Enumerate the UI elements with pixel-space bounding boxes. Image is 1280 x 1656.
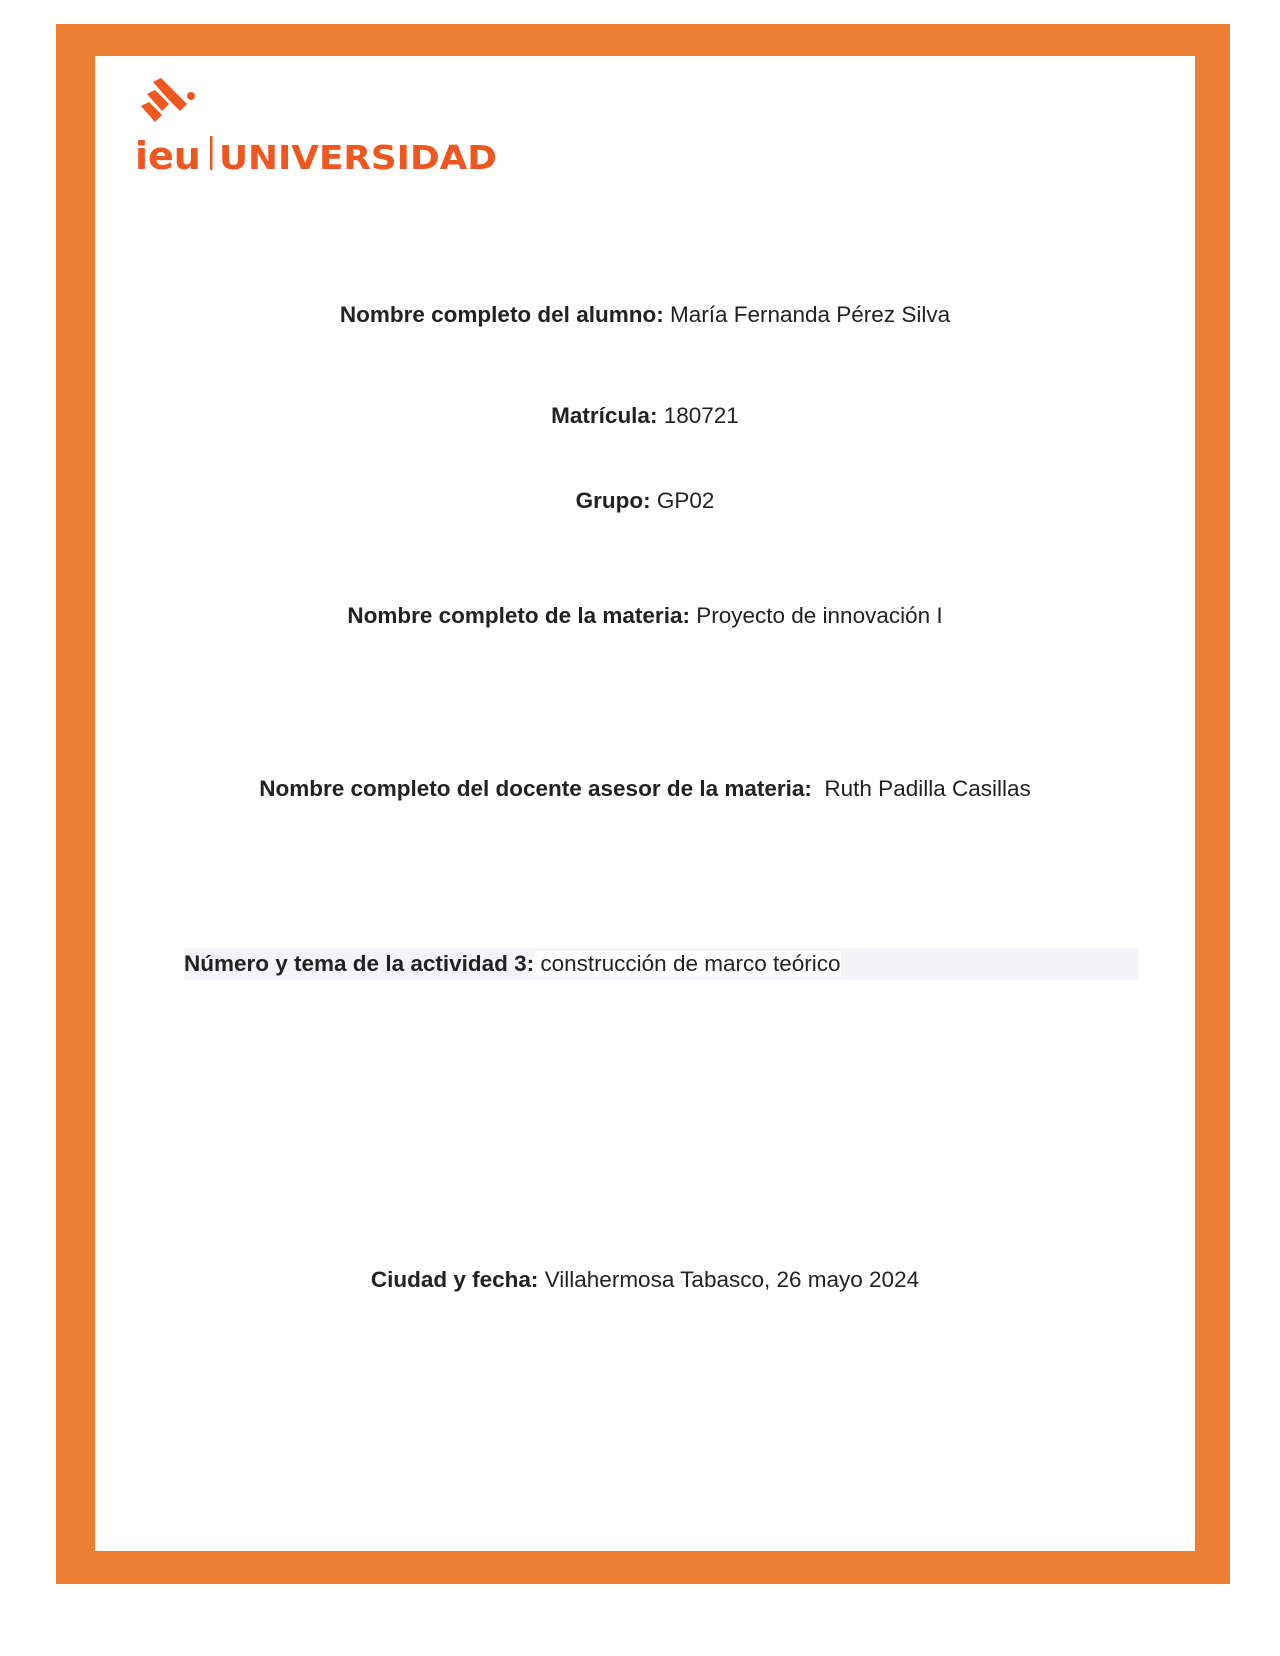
teacher-value: Ruth Padilla Casillas [824,776,1031,801]
city-date-line [95,1265,1195,1295]
ieu-arrow-icon [141,78,195,122]
ieu-universidad-logo [135,78,505,178]
group-line [95,486,1195,516]
teacher-label: Nombre completo del docente asesor de la materia: [259,776,812,801]
activity-highlight [184,948,1139,980]
matricula-label: Matrícula: [551,403,658,428]
student-name-value: María Fernanda Pérez Silva [669,302,951,327]
city-date-value: Villahermosa Tabasco, 26 mayo 2024 [544,1267,920,1292]
matricula-line [95,401,1195,431]
activity-line [184,949,841,979]
matricula-value: 180721 [663,403,739,428]
group-value: GP02 [656,488,715,513]
city-date-label: Ciudad y fecha: [370,1267,539,1292]
subject-value: Proyecto de innovación I [696,603,943,628]
subject-label: Nombre completo de la materia: [347,603,690,628]
activity-label: Número y tema de la actividad 3: [184,951,535,976]
student-name-line [95,300,1195,330]
subject-line [95,601,1195,631]
student-name-label: Nombre completo del alumno: [339,302,664,327]
teacher-line [95,774,1195,804]
svg-text:UNIVERSIDAD: UNIVERSIDAD [219,138,497,177]
activity-value: construcción de marco teórico [540,951,841,976]
group-label: Grupo: [575,488,651,513]
svg-text:ieu: ieu [135,134,201,178]
